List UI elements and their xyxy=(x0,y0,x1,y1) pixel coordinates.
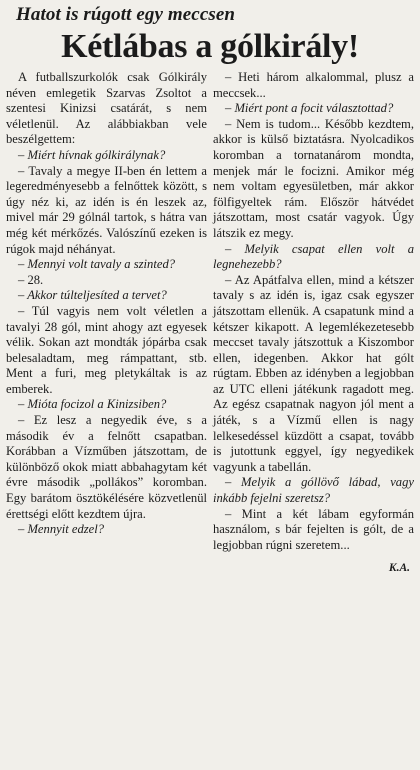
interview-answer: – Ez lesz a negyedik éve, s a második év a felnőtt csapatban. Korábban a Vízműben játszottam, de különböző okok miatt abbahagytam két évre második „pollákos” koromban. Egy barátom ösztökélésére közvetlenül érettségi előtt kezdtem újra. xyxy=(6,413,207,521)
interview-answer: – Nem is tudom... Később kezdtem, akkor is külső biztatásra. Nyolcadikos koromban a tornatanárom mondta, menjek már le focizni. Amikor még nem voltam egyesületben, már akkor fölfigyeltek rám. Először hátvédet játszottam, most csatár vagyok. Úgy látszik ez megy. xyxy=(213,116,414,240)
article-signature: K.A. xyxy=(388,562,410,575)
interview-question: – Miért hívnak gólkirálynak? xyxy=(18,147,166,162)
article-column-right xyxy=(213,70,414,577)
interview-question: – Mióta focizol a Kinizsiben? xyxy=(18,397,167,412)
interview-question: – Mennyi volt tavaly a szinted? xyxy=(18,257,176,272)
article-column-right-text xyxy=(213,70,414,553)
interview-answer: – Túl vagyis nem volt véletlen a tavalyi 28 gól, mint ahogy azt egyesek vélik. Sokan azt mondták jópárba csak belesaladtam, meg rámpattant, stb. Ment a furi, meg pletykáltak is az emberek. xyxy=(6,303,207,396)
interview-question: – Melyik a góllövő lábad, vagy inkább fejelni szeretsz? xyxy=(213,475,414,506)
interview-question: – Mennyit edzel? xyxy=(18,522,105,537)
article-column-left xyxy=(6,70,207,577)
interview-answer: – 28. xyxy=(18,272,44,287)
interview-answer: – Mint a két lábam egyformán használom, s bár fejelten is gólt, de a legjobban rúgni szeretem... xyxy=(213,506,414,552)
interview-answer: A futballszurkolók csak Gólkirály néven emlegetik Szarvas Zsoltot a szentesi Kinizsi csatárát, s nem véletlenül. Az alábbiakban vele beszélgettem: xyxy=(6,70,207,147)
interview-answer: – Tavaly a megye II-ben én lettem a legeredményesebb a felnőttek között, s úgy néz ki, az idén is én leszek az, mivel már 29 gólnál tartok, s hátra van még két mérkőzés. Valószínű ezeken is rúgok majd néhányat. xyxy=(6,163,207,256)
interview-question: – Melyik csapat ellen volt a legnehezebb? xyxy=(213,241,414,272)
article-body xyxy=(6,70,414,577)
article-kicker: Hatot is rúgott egy meccsen xyxy=(16,4,236,25)
article-headline: Kétlábas a gólkirály! xyxy=(61,28,359,65)
interview-question: – Akkor túlteljesíted a tervet? xyxy=(18,288,167,303)
interview-answer: – Heti három alkalommal, plusz a meccsek... xyxy=(213,70,414,100)
interview-answer: – Az Apátfalva ellen, mind a kétszer tavaly s az idén is, igaz csak egyszer játszottam ellenük. A csapatunk mind a kétszer kikapott. A legemlékezetesebb meccset tavaly játszottuk a Kiszombor ellen, idegenben. Akkor hat gólt rúgtam. Ebben az idényben a legjobban az UTC elleni játékunk ragadott meg. Az egész csapatnak nagyon jól ment a játék, s a Vízmű ellen is nagy lelkesedéssel küzdött a csapat, tovább is jutottunk eggyel, így negyedikek vagyunk a tabellán. xyxy=(213,272,414,474)
interview-question: – Miért pont a focit választottad? xyxy=(225,101,394,116)
